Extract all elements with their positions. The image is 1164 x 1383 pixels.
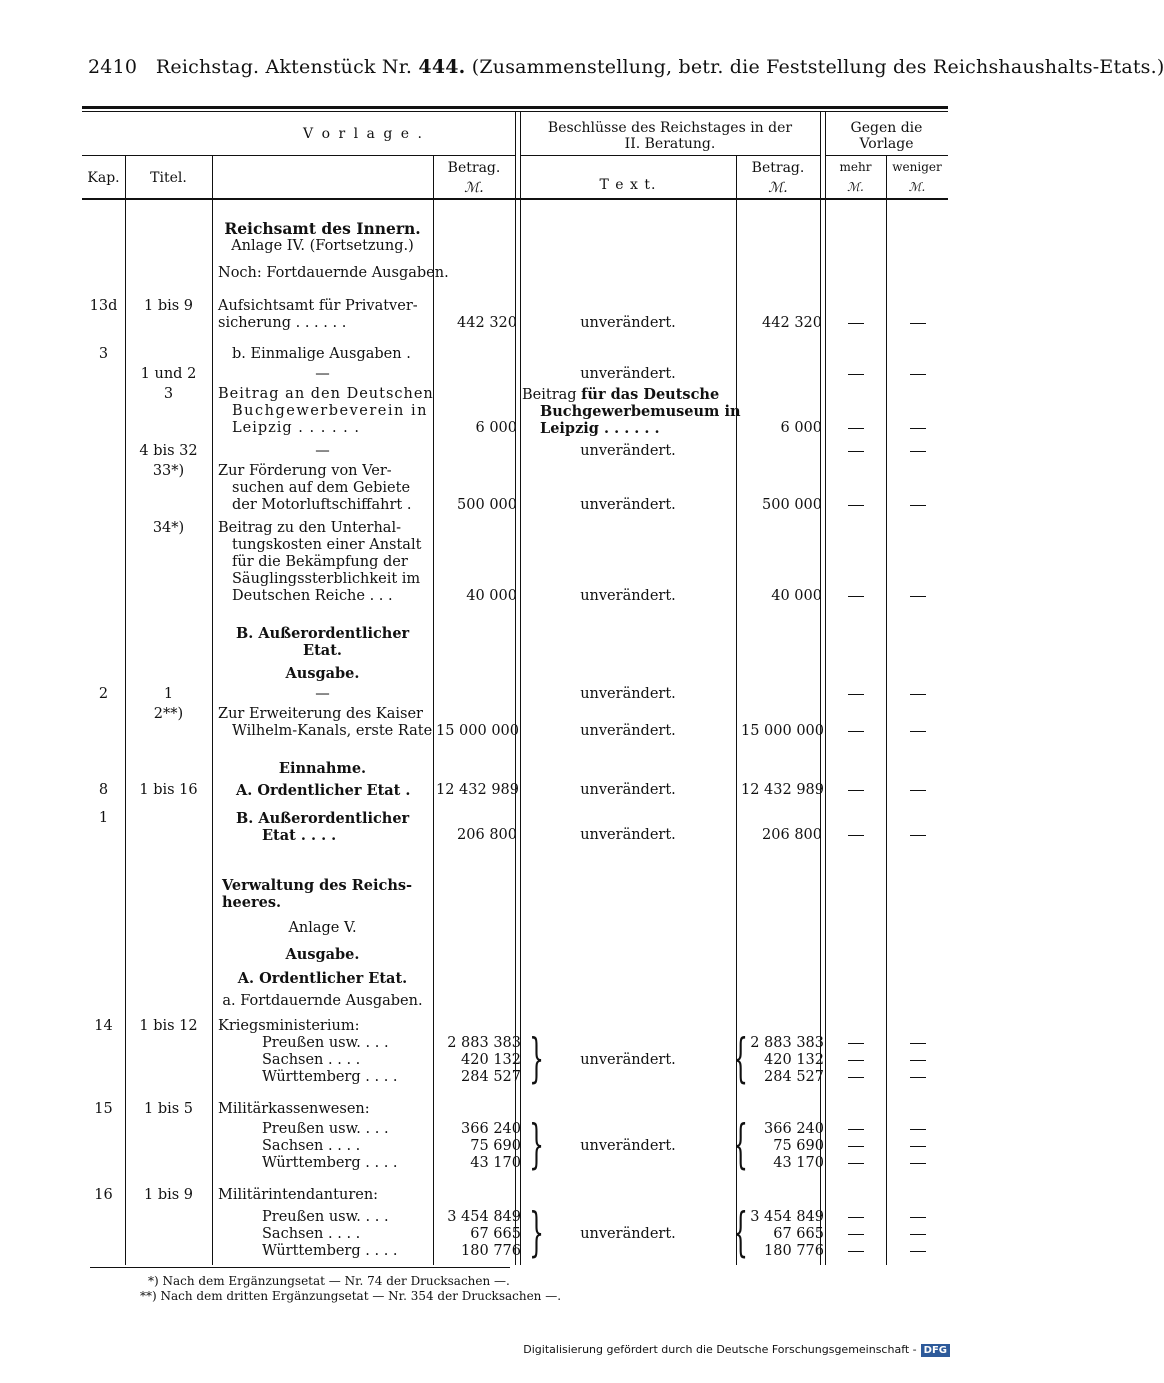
r14-v2b: 67 665	[773, 1226, 824, 1242]
section-noch: Noch: Fortdauernde Ausgaben.	[218, 265, 449, 281]
r13-sub3: Württemberg . . . .	[262, 1155, 398, 1171]
r12-sub1: Preußen usw. . . .	[262, 1035, 389, 1051]
r14-sub3: Württemberg . . . .	[262, 1243, 398, 1259]
r1-text-2: sicherung . . . . . .	[218, 315, 347, 331]
r12-v2: 420 132	[461, 1052, 521, 1068]
section-ausgabe-2: Ausgabe.	[285, 946, 360, 963]
r1-kap: 13d	[89, 298, 118, 314]
r13-mehr-dash-1	[848, 1129, 864, 1130]
r13-brace-left: {	[733, 1115, 748, 1175]
r6-titel: 33*)	[152, 463, 185, 479]
section-verwaltung-1: Verwaltung des Reichs-	[222, 877, 413, 894]
header-sub-rule-gegen	[825, 155, 948, 156]
r3-mehr-dash	[848, 374, 864, 375]
digitization-credit	[523, 1343, 950, 1357]
r1-titel: 1 bis 9	[143, 298, 194, 314]
r13-beschluss: unverändert.	[580, 1138, 676, 1154]
r11-betrag2: 206 800	[762, 827, 822, 843]
r8-kap: 2	[98, 686, 109, 702]
r14-weniger-dash-3	[910, 1251, 926, 1252]
col-line-titel	[212, 155, 213, 1265]
r14-weniger-dash-2	[910, 1234, 926, 1235]
section-b-etat: Etat.	[303, 642, 342, 659]
r12-mehr-dash-3	[848, 1077, 864, 1078]
r9-beschluss: unverändert.	[580, 723, 676, 739]
r7-weniger-dash	[910, 596, 926, 597]
r7-text-1: Beitrag zu den Unterhal-	[218, 520, 401, 536]
r13-weniger-dash-3	[910, 1163, 926, 1164]
r4-text-2: Buchgewerbeverein in	[232, 403, 428, 419]
r14-mehr-dash-3	[848, 1251, 864, 1252]
r13-sub1: Preußen usw. . . .	[262, 1121, 389, 1137]
r9-betrag2: 15 000 000	[740, 723, 824, 739]
header-weniger: weniger	[892, 160, 942, 174]
header-vorlage: V o r l a g e .	[303, 126, 424, 142]
r10-text: A. Ordentlicher Etat .	[236, 782, 411, 799]
header-betrag: Betrag.	[447, 160, 501, 176]
header-title-right: (Zusammenstellung, betr. die Feststellung des Reichshaushalts-Etats.)	[471, 56, 1164, 78]
r14-v1b: 3 454 849	[750, 1209, 824, 1225]
r12-titel: 1 bis 12	[139, 1018, 198, 1034]
r4-weniger-dash	[910, 428, 926, 429]
r4-beschluss-1b: für das Deutsche	[581, 386, 720, 403]
r11-beschluss: unverändert.	[580, 827, 676, 843]
r14-sub2: Sachsen . . . .	[262, 1226, 361, 1242]
r11-mehr-dash	[848, 835, 864, 836]
r7-mehr-dash	[848, 596, 864, 597]
r2-kap: 3	[98, 346, 109, 362]
r11-text-2: Etat . . . .	[262, 827, 337, 844]
r5-mehr-dash	[848, 451, 864, 452]
r6-mehr-dash	[848, 505, 864, 506]
r11-betrag: 206 800	[457, 827, 517, 843]
r8-titel: 1	[163, 686, 174, 702]
r10-beschluss: unverändert.	[580, 782, 676, 798]
r4-beschluss-1a: Beitrag	[522, 387, 582, 403]
footnote-1: *) Nach dem Ergänzungsetat — Nr. 74 der Drucksachen —.	[148, 1274, 510, 1288]
r1-weniger-dash	[910, 323, 926, 324]
r1-beschluss: unverändert.	[580, 315, 676, 331]
r4-beschluss-2: Buchgewerbemuseum in	[540, 403, 741, 420]
r13-v1b: 366 240	[764, 1121, 824, 1137]
r4-text-3: Leipzig . . . . . .	[232, 420, 360, 436]
r13-v3b: 43 170	[773, 1155, 824, 1171]
r12-text: Kriegsministerium:	[218, 1018, 360, 1034]
r13-weniger-dash-2	[910, 1146, 926, 1147]
r12-v3: 284 527	[461, 1069, 521, 1085]
header-title-left: Reichstag. Aktenstück Nr.	[155, 56, 413, 78]
r10-kap: 8	[98, 782, 109, 798]
r7-betrag2: 40 000	[771, 588, 822, 604]
r6-betrag: 500 000	[457, 497, 517, 513]
r11-kap: 1	[98, 810, 109, 826]
r12-v2b: 420 132	[764, 1052, 824, 1068]
r5-titel: 4 bis 32	[139, 443, 198, 459]
header-titel: Titel.	[150, 170, 187, 186]
r12-beschluss: unverändert.	[580, 1052, 676, 1068]
r12-weniger-dash-1	[910, 1043, 926, 1044]
r14-beschluss: unverändert.	[580, 1226, 676, 1242]
credit-text: Digitalisierung gefördert durch die Deutsche Forschungsgemeinschaft -	[523, 1343, 917, 1356]
header-beschluesse-2: II. Beratung.	[624, 136, 716, 152]
r5-beschluss: unverändert.	[580, 443, 676, 459]
section-ausgabe: Ausgabe.	[285, 665, 360, 682]
r14-v3b: 180 776	[764, 1243, 824, 1259]
r12-weniger-dash-3	[910, 1077, 926, 1078]
footnote-rule	[90, 1267, 510, 1268]
r3-weniger-dash	[910, 374, 926, 375]
r3-text: —	[315, 366, 330, 382]
r7-text-2: tungskosten einer Anstalt	[232, 537, 422, 553]
header-beschluesse-1: Beschlüsse des Reichstages in der	[547, 120, 793, 136]
r7-text-4: Säuglingssterblichkeit im	[232, 571, 421, 587]
r8-weniger-dash	[910, 694, 926, 695]
r7-betrag: 40 000	[466, 588, 517, 604]
header-currency: ℳ.	[464, 180, 484, 196]
r10-betrag: 12 432 989	[435, 782, 519, 798]
r4-titel: 3	[163, 386, 174, 402]
r4-text-1: Beitrag an den Deutschen	[218, 386, 434, 402]
footnote-2: **) Nach dem dritten Ergänzungsetat — Nr. 354 der Drucksachen —.	[140, 1289, 562, 1303]
r5-weniger-dash	[910, 451, 926, 452]
section-b-label: B. Außerordentlicher	[236, 625, 410, 642]
section-fortdauernde: a. Fortdauernde Ausgaben.	[222, 993, 423, 1009]
r12-mehr-dash-2	[848, 1060, 864, 1061]
header-gegen-1: Gegen die	[850, 120, 923, 136]
r1-betrag2: 442 320	[762, 315, 822, 331]
r7-beschluss: unverändert.	[580, 588, 676, 604]
r6-text-3: der Motorluftschiffahrt .	[232, 497, 412, 513]
r10-mehr-dash	[848, 790, 864, 791]
header-mehr: mehr	[839, 160, 872, 174]
r13-mehr-dash-3	[848, 1163, 864, 1164]
r9-betrag: 15 000 000	[435, 723, 519, 739]
r14-brace-right: }	[529, 1203, 544, 1263]
r5-text: —	[315, 443, 330, 459]
r4-mehr-dash	[848, 428, 864, 429]
r13-v2: 75 690	[470, 1138, 521, 1154]
r1-betrag: 442 320	[457, 315, 517, 331]
r13-titel: 1 bis 5	[143, 1101, 194, 1117]
r11-text-1: B. Außerordentlicher	[236, 810, 410, 827]
r7-text-3: für die Bekämpfung der	[232, 554, 408, 570]
col-line-beschluss	[820, 112, 826, 1265]
r13-v2b: 75 690	[773, 1138, 824, 1154]
r14-brace-left: {	[733, 1203, 748, 1263]
r12-v3b: 284 527	[764, 1069, 824, 1085]
r13-v1: 366 240	[461, 1121, 521, 1137]
r14-sub1: Preußen usw. . . .	[262, 1209, 389, 1225]
r4-beschluss-3: Leipzig . . . . . .	[540, 420, 660, 437]
r13-brace-right: }	[529, 1115, 544, 1175]
r14-kap: 16	[94, 1187, 113, 1203]
r13-kap: 15	[94, 1101, 113, 1117]
r13-v3: 43 170	[470, 1155, 521, 1171]
r6-text-1: Zur Förderung von Ver-	[218, 463, 392, 479]
r13-sub2: Sachsen . . . .	[262, 1138, 361, 1154]
r6-text-2: suchen auf dem Gebiete	[232, 480, 411, 496]
r12-sub2: Sachsen . . . .	[262, 1052, 361, 1068]
r9-text-2: Wilhelm-Kanals, erste Rate	[232, 723, 433, 739]
section-reichsamt: Reichsamt des Innern.	[224, 219, 421, 238]
section-anlage4: Anlage IV. (Fortsetzung.)	[231, 238, 414, 254]
r7-titel: 34*)	[152, 520, 185, 536]
r13-weniger-dash-1	[910, 1129, 926, 1130]
r12-sub3: Württemberg . . . .	[262, 1069, 398, 1085]
page-number: 2410	[88, 56, 138, 78]
r14-weniger-dash-1	[910, 1217, 926, 1218]
r13-text: Militärkassenwesen:	[218, 1101, 370, 1117]
r12-mehr-dash-1	[848, 1043, 864, 1044]
r9-text-1: Zur Erweiterung des Kaiser	[218, 706, 423, 722]
r9-mehr-dash	[848, 731, 864, 732]
header-gegen-2: Vorlage	[859, 136, 914, 152]
r10-weniger-dash	[910, 790, 926, 791]
section-ordentlicher-etat: A. Ordentlicher Etat.	[237, 970, 408, 987]
r14-v3: 180 776	[461, 1243, 521, 1259]
r12-brace-right: }	[529, 1029, 544, 1089]
table-top-rule	[82, 106, 948, 109]
r14-mehr-dash-1	[848, 1217, 864, 1218]
section-b-ausserordentlich	[236, 625, 409, 643]
r9-titel: 2**)	[153, 706, 184, 722]
r4-beschluss-1	[522, 386, 719, 404]
header-text: T e x t.	[599, 177, 657, 193]
r2-text: b. Einmalige Ausgaben .	[232, 346, 411, 362]
r8-text: —	[315, 686, 330, 702]
r14-v1: 3 454 849	[447, 1209, 521, 1225]
r14-mehr-dash-2	[848, 1234, 864, 1235]
header-sub-rule-beschluss	[520, 155, 820, 156]
r7-text-5: Deutschen Reiche . . .	[232, 588, 393, 604]
r12-kap: 14	[94, 1018, 113, 1034]
header-kap: Kap.	[87, 170, 120, 186]
r1-mehr-dash	[848, 323, 864, 324]
r3-beschluss: unverändert.	[580, 366, 676, 382]
col-line-mehr	[886, 155, 887, 1265]
section-einnahme: Einnahme.	[278, 760, 367, 777]
r10-titel: 1 bis 16	[139, 782, 198, 798]
header-betrag-2: Betrag.	[751, 160, 805, 176]
r8-beschluss: unverändert.	[580, 686, 676, 702]
r10-betrag2: 12 432 989	[740, 782, 824, 798]
r14-text: Militärintendanturen:	[218, 1187, 379, 1203]
dfg-logo: DFG	[921, 1344, 950, 1357]
r4-betrag2: 6 000	[780, 420, 822, 436]
header-currency-weniger: ℳ.	[908, 180, 926, 194]
r9-weniger-dash	[910, 731, 926, 732]
header-sub-rule-vorlage	[82, 155, 515, 156]
r6-beschluss: unverändert.	[580, 497, 676, 513]
r6-betrag2: 500 000	[762, 497, 822, 513]
page-header	[88, 56, 1164, 78]
header-currency-2: ℳ.	[768, 180, 788, 196]
r12-brace-left: {	[733, 1029, 748, 1089]
r8-mehr-dash	[848, 694, 864, 695]
section-anlage5: Anlage V.	[288, 920, 357, 936]
r14-v2: 67 665	[470, 1226, 521, 1242]
r6-weniger-dash	[910, 505, 926, 506]
r3-titel: 1 und 2	[140, 366, 197, 382]
r12-weniger-dash-2	[910, 1060, 926, 1061]
section-verwaltung-2: heeres.	[222, 894, 282, 911]
r4-betrag: 6 000	[475, 420, 517, 436]
r11-weniger-dash	[910, 835, 926, 836]
r13-mehr-dash-2	[848, 1146, 864, 1147]
r12-v1: 2 883 383	[447, 1035, 521, 1051]
r12-v1b: 2 883 383	[750, 1035, 824, 1051]
r14-titel: 1 bis 9	[143, 1187, 194, 1203]
r1-text-1: Aufsichtsamt für Privatver-	[218, 298, 418, 314]
doc-number: 444.	[418, 56, 466, 78]
header-currency-mehr: ℳ.	[847, 180, 864, 194]
